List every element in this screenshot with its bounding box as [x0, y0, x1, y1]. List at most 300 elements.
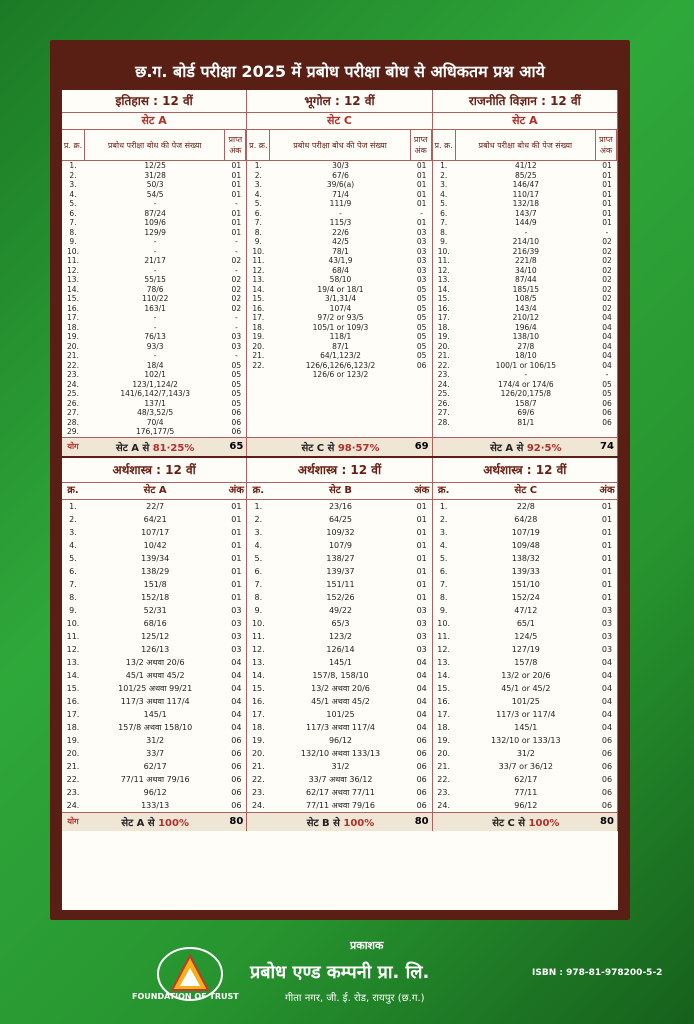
table-cell: 109/6	[144, 218, 166, 227]
table-cell: 03	[416, 256, 427, 265]
table-row	[433, 734, 617, 747]
table-row	[62, 408, 246, 418]
table-cell: 7.	[254, 218, 262, 227]
table-cell: 1.	[439, 501, 448, 511]
table-cell: 24.	[66, 800, 80, 810]
table-cell: 9.	[439, 605, 448, 615]
table-cell: 04	[416, 657, 427, 667]
table-row	[433, 266, 617, 276]
table-cell: 39/6(a)	[326, 180, 355, 189]
table-cell: -	[234, 199, 238, 208]
table-cell: 45/1 अथवा 45/2	[311, 696, 370, 706]
table-row	[247, 539, 431, 552]
table-row	[62, 591, 246, 604]
economics-title: अर्थशास्त्र : 12 वीं	[247, 458, 432, 482]
header-q: क्र.	[252, 484, 265, 496]
table-cell: 31/2	[146, 735, 165, 745]
table-cell: 31/2	[516, 748, 535, 758]
table-cell: 02	[602, 303, 612, 313]
table-row	[433, 669, 617, 682]
table-cell: 16.	[251, 696, 265, 706]
table-cell: 06	[231, 427, 242, 436]
table-cell: 3.	[69, 527, 77, 537]
table-cell: 7.	[254, 579, 263, 589]
table-cell: 9.	[254, 605, 263, 615]
economics-set-c-table	[433, 500, 618, 812]
table-cell: 13.	[252, 275, 265, 284]
table-cell: 124/5	[514, 631, 538, 641]
table-cell: 19.	[67, 332, 79, 341]
table-cell: 87/24	[144, 208, 166, 218]
total-value: 69	[414, 441, 429, 452]
total-percent: 100%	[158, 817, 189, 829]
table-cell: 138/10	[512, 332, 540, 341]
table-cell: 65/1	[516, 618, 535, 628]
table-cell: 132/18	[512, 199, 540, 208]
table-cell: 11.	[67, 256, 79, 265]
table-cell: 15.	[251, 683, 265, 693]
table-cell: 157/8 अथवा 158/10	[118, 722, 193, 732]
table-row	[433, 294, 617, 304]
table-cell: 55/15	[144, 275, 166, 284]
political-science-table	[433, 161, 618, 437]
table-cell: 7.	[69, 579, 77, 589]
table-cell: 03	[416, 237, 427, 246]
total-cell	[433, 812, 618, 831]
table-cell: 17.	[67, 313, 79, 322]
table-cell: 01	[231, 501, 242, 511]
table-row	[247, 643, 431, 656]
table-cell: 14.	[67, 284, 79, 294]
table-cell: 210/12	[512, 313, 540, 322]
table-cell: 17.	[437, 313, 450, 322]
table-cell: 05	[416, 341, 427, 351]
total-percent: 92·5%	[526, 442, 562, 454]
table-row	[433, 682, 617, 695]
table-cell: 10.	[437, 246, 450, 256]
table-cell: 01	[602, 189, 612, 199]
table-cell: 6.	[440, 208, 448, 218]
table-cell: 76/13	[144, 332, 166, 341]
table-cell: 54/5	[146, 189, 164, 199]
total-summary	[84, 440, 226, 454]
table-row	[433, 656, 617, 669]
publisher-label: प्रकाशक	[350, 939, 384, 952]
table-cell: 16.	[437, 696, 451, 706]
table-cell: 15.	[67, 294, 79, 303]
table-row	[433, 190, 617, 200]
table-cell: -	[234, 246, 238, 256]
table-row	[247, 760, 431, 773]
table-row	[247, 604, 431, 617]
table-cell: 04	[231, 683, 242, 693]
table-cell: 50/3	[146, 180, 164, 189]
table-cell: 01	[416, 180, 427, 189]
total-value: 80	[229, 816, 244, 827]
table-cell: -	[234, 351, 238, 360]
table-cell: 64/28	[514, 514, 538, 524]
total-cell	[62, 437, 247, 456]
table-row	[62, 209, 246, 219]
table-cell: 20.	[67, 341, 79, 351]
table-cell: 22/8	[516, 501, 535, 511]
table-cell: 2.	[440, 170, 448, 180]
table-cell: 05	[231, 398, 242, 408]
table-row	[433, 708, 617, 721]
table-cell: 21.	[252, 351, 265, 360]
table-cell: 139/34	[141, 553, 170, 563]
table-cell: 13.	[251, 657, 265, 667]
table-row	[433, 256, 617, 266]
table-cell: 03	[231, 341, 242, 351]
table-row	[433, 237, 617, 247]
total-cell	[433, 437, 618, 456]
table-row	[247, 266, 431, 276]
table-cell: 05	[416, 313, 427, 322]
table-row	[247, 228, 431, 238]
table-cell: 01	[231, 161, 242, 170]
table-cell: 01	[416, 199, 427, 208]
table-cell: 107/9	[328, 540, 353, 550]
table-cell: 04	[602, 322, 612, 332]
table-cell: 117/3 अथवा 117/4	[120, 696, 190, 706]
table-row	[247, 199, 431, 209]
economics-totals-row	[62, 812, 618, 831]
table-row	[62, 323, 246, 333]
table-cell: 25.	[437, 389, 450, 398]
table-row	[433, 304, 617, 314]
table-cell: 77/11	[514, 787, 538, 797]
table-cell: -	[153, 322, 157, 332]
table-row	[433, 380, 617, 390]
header-set: सेट A	[143, 484, 167, 496]
table-cell: 96/12	[143, 787, 167, 797]
subject-row	[62, 90, 618, 113]
table-cell: 10.	[251, 618, 265, 628]
total-percent: 98·57%	[337, 442, 380, 454]
table-row	[247, 275, 431, 285]
table-cell: 10.	[252, 246, 265, 256]
table-cell: 06	[231, 774, 242, 784]
subject-geography: भूगोल : 12 वीं	[247, 90, 432, 112]
table-cell: -	[524, 370, 528, 379]
table-cell	[247, 370, 269, 380]
table-row	[433, 370, 617, 380]
table-row	[433, 351, 617, 361]
table-cell: 100/1 or 106/15	[495, 360, 557, 370]
table-cell: 04	[601, 657, 613, 667]
table-row	[62, 526, 246, 539]
total-label: योग	[67, 817, 79, 826]
set-label: सेट A	[62, 113, 247, 129]
table-row	[62, 539, 246, 552]
table-cell: 01	[416, 540, 427, 550]
table-cell: 06	[231, 787, 242, 797]
table-cell: -	[153, 237, 157, 246]
total-percent: 100%	[528, 817, 560, 829]
table-cell: 68/4	[332, 265, 349, 275]
table-row	[247, 361, 431, 371]
table-cell: 01	[601, 579, 613, 589]
table-cell: 146/47	[512, 180, 540, 189]
table-row	[62, 565, 246, 578]
header-marks: अंक	[413, 484, 430, 496]
table-cell: 03	[416, 246, 427, 256]
table-cell: 4.	[439, 540, 448, 550]
table-cell: 01	[231, 592, 242, 602]
table-cell: 04	[416, 709, 427, 719]
table-cell: 15.	[437, 683, 451, 693]
table-cell: 22.	[437, 774, 451, 784]
table-cell: 1.	[254, 161, 262, 170]
publisher-address: गीता नगर, जी. ई. रोड, रायपुर (छ.ग.)	[285, 993, 425, 1004]
table-cell: 152/18	[141, 592, 170, 602]
table-cell: 22.	[437, 360, 450, 370]
table-row	[247, 171, 431, 181]
table-cell: 01	[416, 527, 427, 537]
table-cell: 05	[416, 294, 427, 303]
table-row	[247, 799, 431, 812]
table-row	[247, 190, 431, 200]
total-text: सेट A से	[121, 817, 155, 829]
table-cell: 20.	[437, 341, 450, 351]
table-cell: 01	[416, 501, 427, 511]
table-cell: 3/1,31/4	[324, 294, 357, 303]
table-cell: -	[234, 265, 238, 275]
table-row	[247, 313, 431, 323]
table-row	[62, 734, 246, 747]
table-row	[433, 539, 617, 552]
table-row	[247, 630, 431, 643]
table-cell: 1.	[69, 501, 77, 511]
table-row	[433, 617, 617, 630]
table-row	[62, 256, 246, 266]
table-cell: 05	[231, 360, 242, 370]
history-table	[62, 161, 247, 437]
economics-tables	[62, 500, 618, 812]
table-row	[247, 304, 431, 314]
table-cell: 06	[231, 408, 242, 417]
total-summary	[455, 440, 597, 454]
table-cell: 69/6	[517, 408, 535, 417]
table-cell: 78/6	[146, 284, 164, 294]
table-cell: 14.	[437, 284, 450, 294]
table-row	[62, 190, 246, 200]
table-cell: 47/12	[514, 605, 538, 615]
subject-history: इतिहास : 12 वीं	[62, 90, 247, 112]
table-cell: 03	[601, 644, 613, 654]
publisher-name: प्रबोध एण्ड कम्पनी प्रा. लि.	[250, 962, 430, 983]
table-cell: 107/19	[511, 527, 540, 537]
table-cell: 01	[231, 553, 242, 563]
table-cell: -	[339, 208, 342, 218]
table-cell: 01	[601, 501, 613, 511]
table-cell: 3.	[440, 180, 448, 189]
table-row	[62, 313, 246, 323]
table-row	[62, 361, 246, 371]
table-cell: 01	[231, 180, 242, 189]
table-row	[247, 218, 431, 228]
table-cell: 49/22	[328, 605, 353, 615]
table-cell: 145/1	[328, 657, 353, 667]
table-cell: 04	[231, 657, 242, 667]
table-cell: 03	[416, 644, 427, 654]
table-cell: 06	[416, 735, 427, 745]
table-cell: 14.	[437, 670, 451, 680]
table-row	[433, 773, 617, 786]
table-cell: 7.	[69, 218, 77, 227]
table-cell: 02	[231, 294, 242, 303]
table-cell: 5.	[69, 199, 77, 208]
table-row	[433, 747, 617, 760]
table-cell: 06	[231, 735, 242, 745]
table-cell: 06	[231, 748, 242, 758]
table-cell: 06	[601, 761, 613, 771]
table-cell: 03	[416, 605, 427, 615]
economics-header	[247, 482, 432, 500]
table-cell: 18.	[67, 322, 79, 332]
table-cell: 33/7 अथवा 36/12	[308, 774, 373, 784]
table-cell: 71/4	[332, 189, 349, 199]
total-cell	[62, 812, 247, 831]
table-cell: 18.	[66, 722, 80, 732]
table-cell: 158/7	[515, 398, 537, 408]
table-cell: 174/4 or 174/6	[497, 379, 554, 389]
table-cell: 12/25	[144, 161, 166, 170]
table-cell: -	[524, 227, 528, 237]
header-group	[247, 130, 432, 160]
table-row	[247, 773, 431, 786]
table-cell: 23.	[67, 370, 79, 379]
table-cell: 04	[601, 696, 613, 706]
table-cell: 85/25	[515, 170, 537, 180]
table-cell: 10/42	[143, 540, 167, 550]
table-cell: 18.	[437, 722, 451, 732]
table-cell: 01	[601, 553, 613, 563]
table-cell: 06	[601, 748, 613, 758]
table-cell: 02	[602, 284, 612, 294]
table-cell: 77/11 अथवा 79/16	[120, 774, 190, 784]
table-cell: 102/1	[144, 370, 166, 379]
table-cell: 58/10	[329, 275, 352, 284]
table-cell: 11.	[437, 631, 451, 641]
table-cell: 5.	[254, 199, 262, 208]
table-cell: 06	[602, 417, 612, 427]
table-cell: 31/2	[331, 761, 350, 771]
total-percent: 81·25%	[152, 442, 195, 454]
table-cell: 157/8	[514, 657, 538, 667]
table-cell: 01	[601, 527, 613, 537]
table-cell: 05	[231, 370, 242, 379]
table-cell: 2.	[254, 170, 262, 180]
table-cell: 20.	[66, 748, 80, 758]
table-cell: 185/15	[512, 284, 540, 294]
table-cell: 5.	[439, 553, 448, 563]
table-cell: 06	[601, 800, 613, 810]
table-cell: 5.	[254, 553, 263, 563]
table-cell: 96/12	[328, 735, 353, 745]
table-cell: 67/6	[332, 170, 349, 180]
table-cell: 105/1 or 109/3	[312, 322, 369, 332]
table-cell: -	[605, 227, 609, 237]
table-cell: 65/3	[331, 618, 350, 628]
header-ref: प्रबोध परीक्षा बोध की पेज संख्या	[270, 130, 410, 160]
table-cell: 20.	[252, 341, 265, 351]
table-cell: 129/9	[144, 227, 166, 237]
header-marks: अंक	[228, 484, 244, 496]
table-cell: 3.	[254, 180, 262, 189]
table-row	[433, 389, 617, 399]
table-cell: 04	[416, 696, 427, 706]
table-cell: -	[234, 322, 238, 332]
table-cell: 33/7 or 36/12	[498, 761, 553, 771]
table-cell: 15.	[66, 683, 80, 693]
table-cell: 2.	[254, 514, 263, 524]
table-row	[433, 799, 617, 812]
table-row	[433, 361, 617, 371]
economics-set-a-table	[62, 500, 247, 812]
table-cell: 01	[231, 208, 242, 218]
table-cell: 34/10	[515, 265, 537, 275]
table-row	[247, 734, 431, 747]
table-row	[62, 695, 246, 708]
table-cell: 10.	[66, 618, 80, 628]
table-cell: 1.	[69, 161, 77, 170]
table-cell: 01	[416, 161, 427, 170]
table-cell: 10.	[67, 246, 79, 256]
table-cell: 138/29	[141, 566, 170, 576]
table-cell: 1.	[440, 161, 448, 170]
table-cell: 03	[231, 605, 242, 615]
table-cell: 151/8	[143, 579, 167, 589]
table-cell: -	[153, 199, 157, 208]
table-cell: 144/9	[515, 218, 537, 227]
table-row	[433, 578, 617, 591]
table-cell: 01	[416, 514, 427, 524]
table-cell: 01	[416, 566, 427, 576]
table-cell: 176,177/5	[136, 427, 175, 436]
table-cell: 132/10 or 133/13	[491, 735, 561, 745]
table-cell: 12.	[67, 265, 79, 275]
table-cell: 126/14	[326, 644, 355, 654]
table-cell: 05	[416, 284, 427, 294]
table-cell: 02	[231, 303, 242, 313]
table-cell: 27.	[67, 408, 79, 417]
table-cell: 118/1	[329, 332, 352, 341]
table-cell: 24.	[67, 379, 79, 389]
table-row	[62, 370, 246, 380]
table-cell: -	[420, 208, 424, 218]
table-cell: 97/2 or 93/5	[317, 313, 364, 322]
table-cell: 01	[416, 579, 427, 589]
table-cell: 01	[231, 540, 242, 550]
table-cell: 02	[602, 294, 612, 303]
table-row	[247, 370, 431, 380]
table-row	[62, 418, 246, 428]
table-row	[62, 427, 246, 437]
table-cell: 9.	[69, 605, 77, 615]
top-tables	[62, 161, 618, 437]
economics-set-b-table	[247, 500, 432, 812]
table-cell: 23/16	[328, 501, 353, 511]
table-row	[247, 695, 431, 708]
table-cell: 145/1	[143, 709, 167, 719]
table-row	[62, 228, 246, 238]
economics-title: अर्थशास्त्र : 12 वीं	[433, 458, 618, 482]
economics-title: अर्थशास्त्र : 12 वीं	[62, 458, 247, 482]
table-cell: 110/22	[141, 294, 169, 303]
table-cell: 17.	[252, 313, 265, 322]
